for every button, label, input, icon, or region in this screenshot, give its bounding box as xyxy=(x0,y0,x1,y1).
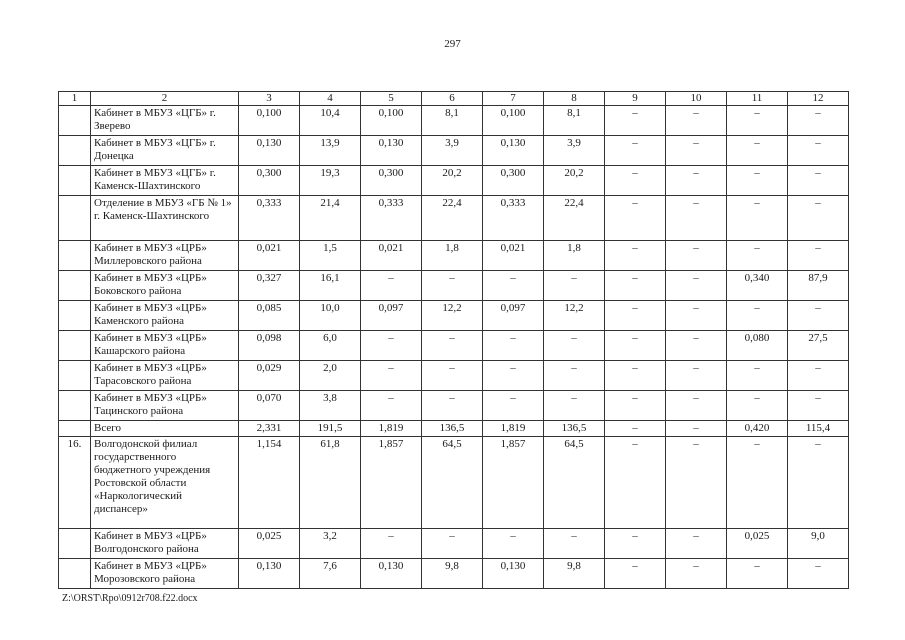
column-header: 5 xyxy=(361,92,422,106)
value-cell: – xyxy=(361,361,422,391)
value-cell: – xyxy=(788,106,849,136)
value-cell: – xyxy=(422,331,483,361)
value-cell: 1,857 xyxy=(483,437,544,529)
value-cell: 0,097 xyxy=(483,301,544,331)
value-cell: – xyxy=(666,166,727,196)
value-cell: 10,0 xyxy=(300,301,361,331)
row-index xyxy=(59,559,91,589)
value-cell: – xyxy=(788,301,849,331)
value-cell: 1,8 xyxy=(544,241,605,271)
table-row xyxy=(59,437,849,529)
column-header: 2 xyxy=(91,92,239,106)
value-cell: 0,080 xyxy=(727,331,788,361)
value-cell: 0,021 xyxy=(361,241,422,271)
column-header: 10 xyxy=(666,92,727,106)
value-cell: 10,4 xyxy=(300,106,361,136)
value-cell: 13,9 xyxy=(300,136,361,166)
value-cell: – xyxy=(605,271,666,301)
value-cell: 3,8 xyxy=(300,391,361,421)
value-cell: 115,4 xyxy=(788,421,849,437)
value-cell: – xyxy=(727,391,788,421)
value-cell: 0,100 xyxy=(361,106,422,136)
value-cell: – xyxy=(605,136,666,166)
value-cell: – xyxy=(605,529,666,559)
institution-name: Кабинет в МБУЗ «ЦГБ» г. Зверево xyxy=(91,106,239,136)
value-cell: – xyxy=(727,361,788,391)
value-cell: – xyxy=(666,271,727,301)
value-cell: 0,420 xyxy=(727,421,788,437)
value-cell: – xyxy=(666,331,727,361)
row-index xyxy=(59,391,91,421)
value-cell: 1,857 xyxy=(361,437,422,529)
column-header: 11 xyxy=(727,92,788,106)
value-cell: 0,333 xyxy=(361,196,422,241)
value-cell: – xyxy=(605,241,666,271)
value-cell: 0,021 xyxy=(483,241,544,271)
value-cell: 0,021 xyxy=(239,241,300,271)
value-cell: 0,130 xyxy=(361,136,422,166)
value-cell: 1,8 xyxy=(422,241,483,271)
institution-name: Кабинет в МБУЗ «ЦРБ» Миллеровского района xyxy=(91,241,239,271)
value-cell: – xyxy=(666,241,727,271)
value-cell: – xyxy=(788,437,849,529)
value-cell: 19,3 xyxy=(300,166,361,196)
value-cell: – xyxy=(605,421,666,437)
value-cell: – xyxy=(788,391,849,421)
value-cell: – xyxy=(788,166,849,196)
value-cell: 27,5 xyxy=(788,331,849,361)
value-cell: 12,2 xyxy=(544,301,605,331)
value-cell: 9,8 xyxy=(544,559,605,589)
value-cell: 2,0 xyxy=(300,361,361,391)
value-cell: 0,333 xyxy=(239,196,300,241)
value-cell: – xyxy=(727,559,788,589)
value-cell: 0,029 xyxy=(239,361,300,391)
value-cell: – xyxy=(727,196,788,241)
value-cell: – xyxy=(605,106,666,136)
value-cell: – xyxy=(422,361,483,391)
table-body xyxy=(59,106,849,589)
table-row xyxy=(59,106,849,136)
institution-name: Кабинет в МБУЗ «ЦГБ» г. Донецка xyxy=(91,136,239,166)
row-index xyxy=(59,271,91,301)
value-cell: 21,4 xyxy=(300,196,361,241)
value-cell: – xyxy=(666,529,727,559)
table-row xyxy=(59,166,849,196)
value-cell: 0,130 xyxy=(361,559,422,589)
value-cell: 22,4 xyxy=(422,196,483,241)
value-cell: – xyxy=(605,361,666,391)
value-cell: 20,2 xyxy=(544,166,605,196)
value-cell: 6,0 xyxy=(300,331,361,361)
row-index xyxy=(59,331,91,361)
value-cell: 0,100 xyxy=(239,106,300,136)
value-cell: 0,130 xyxy=(239,559,300,589)
institution-name: Кабинет в МБУЗ «ЦРБ» Боковского района xyxy=(91,271,239,301)
value-cell: 1,154 xyxy=(239,437,300,529)
table-row xyxy=(59,421,849,437)
value-cell: – xyxy=(605,331,666,361)
column-header: 3 xyxy=(239,92,300,106)
row-index xyxy=(59,106,91,136)
value-cell: 1,5 xyxy=(300,241,361,271)
value-cell: 0,340 xyxy=(727,271,788,301)
table-row xyxy=(59,331,849,361)
data-table xyxy=(58,91,849,589)
table-row xyxy=(59,271,849,301)
institution-name: Кабинет в МБУЗ «ЦРБ» Волгодонского района xyxy=(91,529,239,559)
row-index xyxy=(59,529,91,559)
row-index xyxy=(59,301,91,331)
table-row xyxy=(59,196,849,241)
row-index xyxy=(59,421,91,437)
value-cell: – xyxy=(605,301,666,331)
value-cell: 87,9 xyxy=(788,271,849,301)
value-cell: – xyxy=(788,196,849,241)
value-cell: 0,070 xyxy=(239,391,300,421)
value-cell: 136,5 xyxy=(422,421,483,437)
value-cell: 0,130 xyxy=(483,559,544,589)
institution-name: Кабинет в МБУЗ «ЦРБ» Морозовского района xyxy=(91,559,239,589)
column-header: 6 xyxy=(422,92,483,106)
value-cell: – xyxy=(544,271,605,301)
value-cell: – xyxy=(361,331,422,361)
row-index xyxy=(59,241,91,271)
value-cell: – xyxy=(788,241,849,271)
value-cell: – xyxy=(605,437,666,529)
value-cell: – xyxy=(666,559,727,589)
value-cell: 0,097 xyxy=(361,301,422,331)
value-cell: 3,9 xyxy=(544,136,605,166)
value-cell: – xyxy=(666,196,727,241)
value-cell: – xyxy=(361,271,422,301)
value-cell: – xyxy=(666,391,727,421)
value-cell: – xyxy=(788,136,849,166)
value-cell: – xyxy=(544,331,605,361)
table-row xyxy=(59,301,849,331)
value-cell: – xyxy=(605,559,666,589)
table-row xyxy=(59,529,849,559)
value-cell: – xyxy=(727,301,788,331)
value-cell: 0,025 xyxy=(727,529,788,559)
institution-name: Волгодонской филиал государственного бюджетного учреждения Ростовской области «Наркологический диспансер» xyxy=(91,437,239,529)
table-row xyxy=(59,559,849,589)
value-cell: 0,333 xyxy=(483,196,544,241)
value-cell: – xyxy=(788,559,849,589)
value-cell: 1,819 xyxy=(361,421,422,437)
value-cell: 12,2 xyxy=(422,301,483,331)
row-index xyxy=(59,361,91,391)
table-row xyxy=(59,241,849,271)
institution-name: Кабинет в МБУЗ «ЦРБ» Каменского района xyxy=(91,301,239,331)
value-cell: – xyxy=(544,529,605,559)
institution-name: Кабинет в МБУЗ «ЦГБ» г. Каменск-Шахтинского xyxy=(91,166,239,196)
value-cell: – xyxy=(788,361,849,391)
row-index: 16. xyxy=(59,437,91,529)
table-row xyxy=(59,391,849,421)
value-cell: – xyxy=(727,106,788,136)
value-cell: 22,4 xyxy=(544,196,605,241)
value-cell: 0,098 xyxy=(239,331,300,361)
value-cell: – xyxy=(483,361,544,391)
value-cell: 3,9 xyxy=(422,136,483,166)
value-cell: – xyxy=(483,529,544,559)
footer-file-path: Z:\ORST\Rpo\0912r708.f22.docx xyxy=(62,593,198,604)
value-cell: 0,300 xyxy=(239,166,300,196)
institution-name: Кабинет в МБУЗ «ЦРБ» Тарасовского района xyxy=(91,361,239,391)
value-cell: 136,5 xyxy=(544,421,605,437)
value-cell: – xyxy=(544,391,605,421)
value-cell: – xyxy=(422,391,483,421)
table-row xyxy=(59,361,849,391)
page-number: 297 xyxy=(444,38,461,50)
table-row xyxy=(59,136,849,166)
institution-name: Кабинет в МБУЗ «ЦРБ» Тацинского района xyxy=(91,391,239,421)
value-cell: 2,331 xyxy=(239,421,300,437)
value-cell: – xyxy=(727,437,788,529)
value-cell: – xyxy=(666,437,727,529)
institution-name: Всего xyxy=(91,421,239,437)
value-cell: – xyxy=(483,271,544,301)
value-cell: 20,2 xyxy=(422,166,483,196)
column-header: 8 xyxy=(544,92,605,106)
value-cell: – xyxy=(605,196,666,241)
value-cell: – xyxy=(605,166,666,196)
value-cell: 0,300 xyxy=(361,166,422,196)
value-cell: – xyxy=(361,529,422,559)
value-cell: – xyxy=(727,136,788,166)
value-cell: – xyxy=(544,361,605,391)
value-cell: 64,5 xyxy=(544,437,605,529)
value-cell: 7,6 xyxy=(300,559,361,589)
value-cell: 1,819 xyxy=(483,421,544,437)
value-cell: 8,1 xyxy=(422,106,483,136)
value-cell: 0,300 xyxy=(483,166,544,196)
value-cell: 16,1 xyxy=(300,271,361,301)
value-cell: – xyxy=(727,166,788,196)
value-cell: – xyxy=(666,421,727,437)
value-cell: 9,8 xyxy=(422,559,483,589)
value-cell: 61,8 xyxy=(300,437,361,529)
value-cell: – xyxy=(727,241,788,271)
value-cell: – xyxy=(483,391,544,421)
value-cell: – xyxy=(422,271,483,301)
column-header: 1 xyxy=(59,92,91,106)
column-header: 7 xyxy=(483,92,544,106)
value-cell: – xyxy=(666,136,727,166)
value-cell: 191,5 xyxy=(300,421,361,437)
value-cell: 0,085 xyxy=(239,301,300,331)
institution-name: Отделение в МБУЗ «ГБ № 1» г. Каменск-Шахтинского xyxy=(91,196,239,241)
value-cell: 8,1 xyxy=(544,106,605,136)
value-cell: – xyxy=(422,529,483,559)
value-cell: 0,327 xyxy=(239,271,300,301)
column-header: 4 xyxy=(300,92,361,106)
value-cell: 0,100 xyxy=(483,106,544,136)
value-cell: 0,130 xyxy=(239,136,300,166)
value-cell: – xyxy=(666,106,727,136)
row-index xyxy=(59,166,91,196)
row-index xyxy=(59,196,91,241)
value-cell: 3,2 xyxy=(300,529,361,559)
value-cell: 0,130 xyxy=(483,136,544,166)
value-cell: 64,5 xyxy=(422,437,483,529)
institution-name: Кабинет в МБУЗ «ЦРБ» Кашарского района xyxy=(91,331,239,361)
header-row xyxy=(59,92,849,106)
value-cell: 0,025 xyxy=(239,529,300,559)
value-cell: – xyxy=(361,391,422,421)
value-cell: 9,0 xyxy=(788,529,849,559)
column-header: 12 xyxy=(788,92,849,106)
value-cell: – xyxy=(605,391,666,421)
value-cell: – xyxy=(483,331,544,361)
value-cell: – xyxy=(666,301,727,331)
column-header: 9 xyxy=(605,92,666,106)
value-cell: – xyxy=(666,361,727,391)
row-index xyxy=(59,136,91,166)
